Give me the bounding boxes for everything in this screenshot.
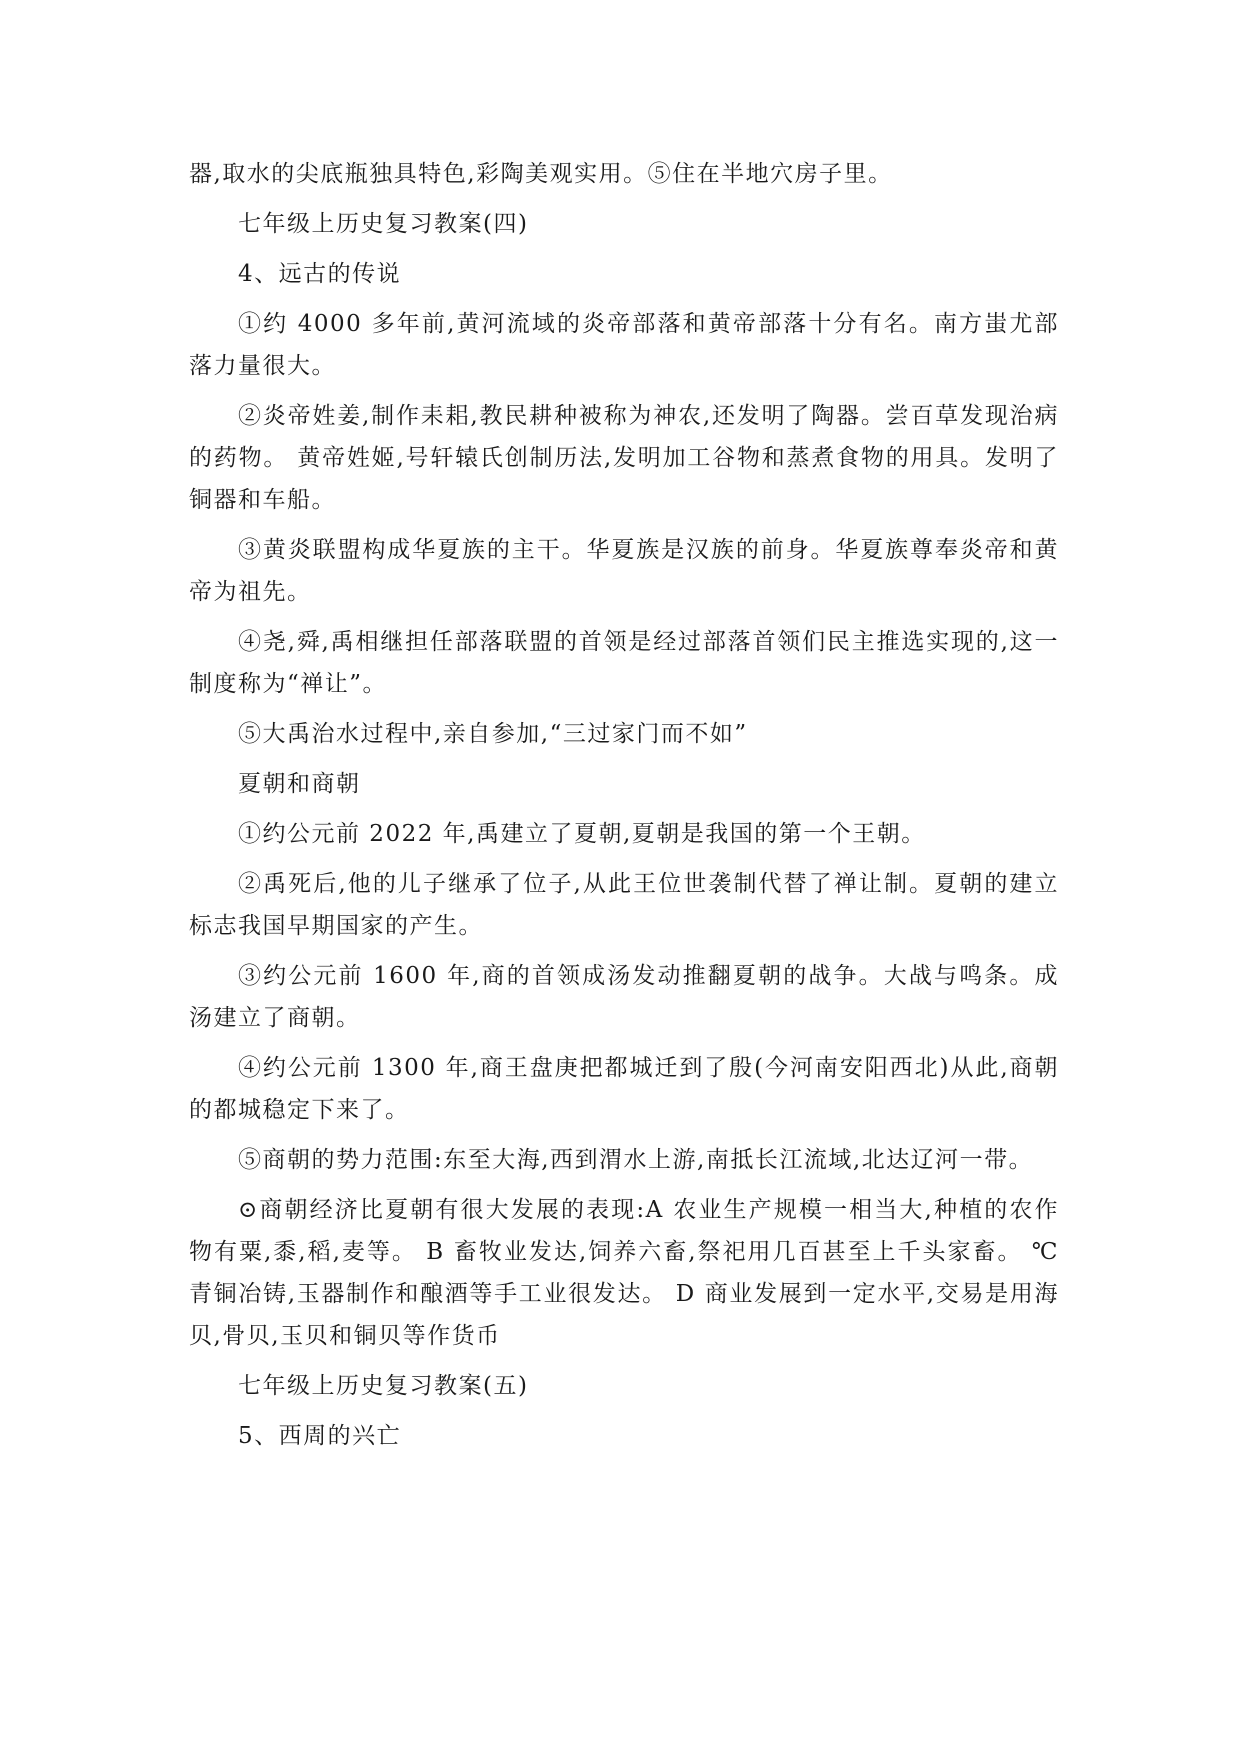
paragraph: ②炎帝姓姜,制作耒耜,教民耕种被称为神农,还发明了陶器。尝百草发现治病的药物。 黄帝姓姬,号轩辕氏创制历法,发明加工谷物和蒸煮食物的用具。发明了铜器和车船。 — [189, 403, 1059, 513]
paragraph: ③黄炎联盟构成华夏族的主干。华夏族是汉族的前身。华夏族尊奉炎帝和黄帝为祖先。 — [189, 537, 1059, 605]
paragraph: ②禹死后,他的儿子继承了位子,从此王位世袭制代替了禅让制。夏朝的建立标志我国早期国家的产生。 — [189, 871, 1059, 939]
paragraph-continuation: 器,取水的尖底瓶独具特色,彩陶美观实用。⑤住在半地穴房子里。 — [189, 161, 893, 187]
paragraph: ①约 4000 多年前,黄河流域的炎帝部落和黄帝部落十分有名。南方蚩尤部落力量很大。 — [189, 311, 1059, 379]
paragraph: ①约公元前 2022 年,禹建立了夏朝,夏朝是我国的第一个王朝。 — [238, 821, 926, 847]
paragraph: ④约公元前 1300 年,商王盘庚把都城迁到了殷(今河南安阳西北)从此,商朝的都城稳定下来了。 — [189, 1055, 1059, 1123]
section-heading-five: 七年级上历史复习教案(五) — [238, 1373, 529, 1399]
paragraph: ⑤大禹治水过程中,亲自参加,“三过家门而不如” — [238, 721, 748, 747]
section-heading-four: 七年级上历史复习教案(四) — [238, 211, 529, 237]
paragraph: ⊙商朝经济比夏朝有很大发展的表现:A 农业生产规模一相当大,种植的农作物有粟,黍,稻,麦等。 B 畜牧业发达,饲养六畜,祭祀用几百甚至上千头家畜。 ℃青铜冶铸,玉器制作和酿酒等手工业很发达。 D 商业发展到一定水平,交易是用海贝,骨贝,玉贝和铜贝等作货币 — [189, 1197, 1059, 1349]
subheading-xia-shang: 夏朝和商朝 — [238, 771, 361, 797]
paragraph: ③约公元前 1600 年,商的首领成汤发动推翻夏朝的战争。大战与鸣条。成汤建立了商朝。 — [189, 963, 1059, 1031]
paragraph: ⑤商朝的势力范围:东至大海,西到渭水上游,南抵长江流域,北达辽河一带。 — [238, 1147, 1034, 1173]
document-body — [189, 153, 1059, 1465]
lesson-title-legends: 4、远古的传说 — [238, 261, 402, 287]
paragraph: ④尧,舜,禹相继担任部落联盟的首领是经过部落首领们民主推选实现的,这一制度称为“禅让”。 — [189, 629, 1059, 697]
lesson-title-western-zhou: 5、西周的兴亡 — [238, 1423, 402, 1449]
